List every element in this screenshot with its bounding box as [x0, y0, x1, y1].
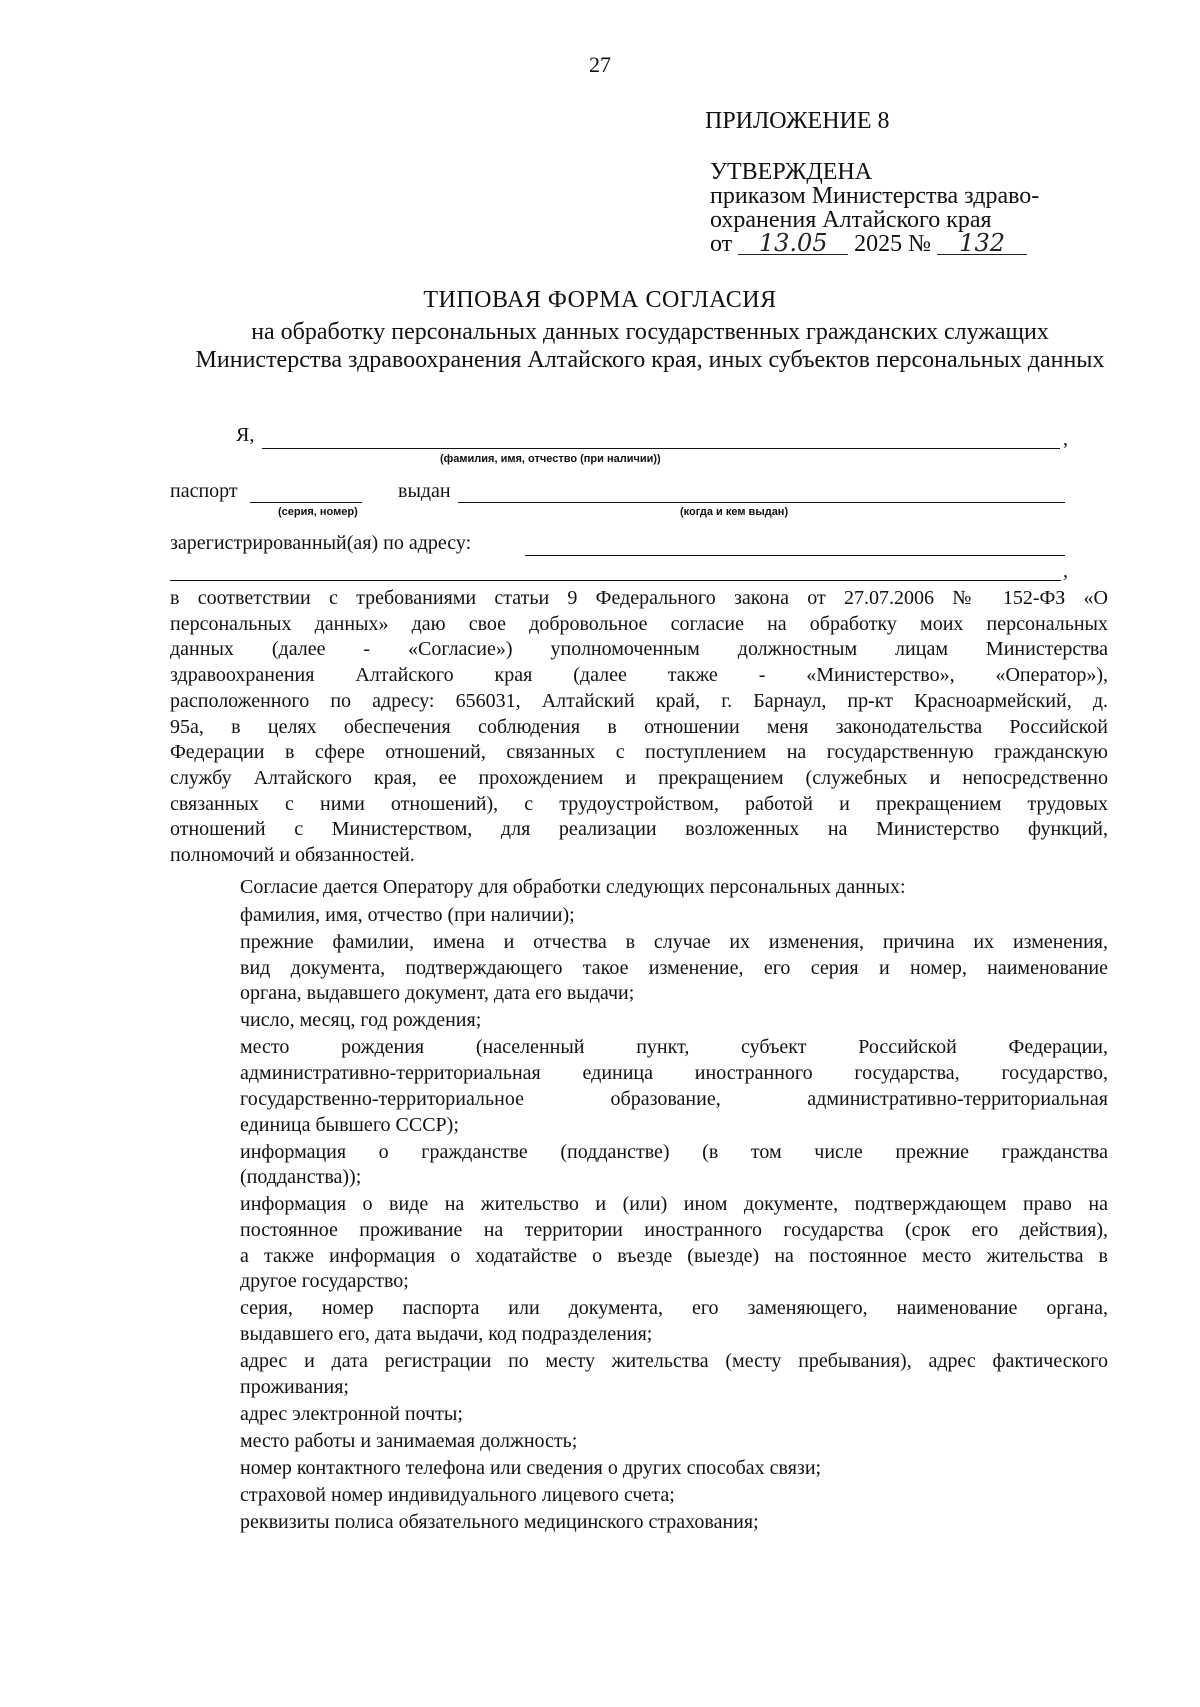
i-label: Я, [236, 424, 255, 446]
consent-line: службу Алтайского края, ее прохождением и прекращением (служебных и непосредственно [170, 766, 1108, 789]
consent-line: отношений с Министерством, для реализации возложенных на Министерство функций, [170, 818, 1108, 841]
data-list-item-line: адрес электронной почты; [240, 1402, 463, 1425]
data-list-item-line: вид документа, подтверждающего такое изменение, его серия и номер, наименование [240, 956, 1108, 979]
consent-line: Федерации в сфере отношений, связанных с поступлением на государственную гражданскую [170, 741, 1108, 764]
approval-line-1: приказом Министерства здраво- [710, 183, 1040, 209]
data-list-item [240, 1008, 1108, 1034]
fio-field[interactable] [262, 448, 1060, 449]
approval-block [710, 160, 1110, 256]
data-list-item-line: административно-территориальная единица иностранного государства, государство, [240, 1062, 1108, 1085]
consent-paragraph [170, 586, 1108, 869]
data-list-item [240, 1296, 1108, 1347]
consent-line: полномочий и обязанностей. [170, 844, 415, 867]
data-list-item-line: место рождения (населенный пункт, субъект Российской Федерации, [240, 1036, 1108, 1059]
issued-by-field[interactable] [458, 502, 1065, 503]
data-list-item [240, 1510, 1108, 1536]
fio-comma: , [1063, 428, 1068, 450]
issued-caption: (когда и кем выдан) [680, 506, 789, 518]
data-list-item [240, 1429, 1108, 1455]
data-list-item-line: серия, номер паспорта или документа, его заменяющего, наименование органа, [240, 1297, 1108, 1320]
consent-line: 95а, в целях обеспечения соблюдения в отношении меня законодательства Российской [170, 715, 1108, 738]
data-list-item-line: фамилия, имя, отчество (при наличии); [240, 904, 575, 926]
data-list-item [240, 1483, 1108, 1509]
data-list-item-line: реквизиты полиса обязательного медицинского страхования; [240, 1510, 759, 1533]
number-sign: № [908, 231, 932, 257]
data-list-item [240, 1140, 1108, 1191]
data-list-item-line: адрес и дата регистрации по месту жительства (месту пребывания), адрес фактического [240, 1350, 1108, 1372]
passport-label: паспорт [170, 480, 238, 502]
handwritten-number: 132 [937, 232, 1027, 255]
approval-line-2: охранения Алтайского края [710, 207, 992, 233]
appendix-title: ПРИЛОЖЕНИЕ 8 [705, 108, 890, 134]
passport-series-field[interactable] [250, 502, 362, 503]
data-list-item [240, 1402, 1108, 1428]
consent-line: здравоохранения Алтайского края (далее также - «Министерство», «Оператор»), [170, 664, 1108, 687]
data-list-item-line: информация о гражданстве (подданстве) (в том числе прежние гражданства [240, 1140, 1108, 1163]
data-list-item [240, 1349, 1108, 1400]
data-list-item-line: другое государство; [240, 1270, 409, 1293]
fio-caption: (фамилия, имя, отчество (при наличии)) [440, 453, 661, 465]
data-list-item-line: постоянное проживание на территории иностранного государства (срок его действия), [240, 1218, 1108, 1241]
data-list-item [240, 930, 1108, 1007]
data-list-item-line: органа, выдавшего документ, дата его выдачи; [240, 982, 635, 1005]
consent-line: персональных данных» даю свое добровольное согласие на обработку моих персональных [170, 612, 1108, 635]
data-list-item [240, 1456, 1108, 1482]
data-list-item-line: (подданства)); [240, 1166, 362, 1189]
data-list-item-line: выдавшего его, дата выдачи, код подразделения; [240, 1323, 653, 1345]
data-list-item-line: страховой номер индивидуального лицевого счета; [240, 1483, 675, 1506]
data-list-item-line: государственно-территориальное образование, административно-территориальная [240, 1087, 1108, 1110]
page-number: 27 [589, 52, 611, 77]
data-list-item-line: прежние фамилии, имена и отчества в случае их изменения, причина их изменения, [240, 931, 1108, 953]
data-list-item-line: число, месяц, год рождения; [240, 1009, 482, 1032]
form-title: ТИПОВАЯ ФОРМА СОГЛАСИЯ [423, 287, 777, 313]
order-year: 2025 [854, 231, 903, 257]
data-list-item-line: единица бывшего СССР); [240, 1113, 459, 1136]
data-list-intro: Согласие дается Оператору для обработки следующих персональных данных: [240, 876, 906, 898]
handwritten-date: 13.05 [738, 232, 848, 255]
date-prefix: от [710, 231, 733, 257]
data-list-item-line: информация о виде на жительство и (или) ином документе, подтверждающем право на [240, 1193, 1108, 1216]
approval-date-line [710, 229, 1110, 257]
address-comma: , [1063, 560, 1068, 582]
consent-line: данных (далее - «Согласие») уполномоченным должностным лицам Министерства [170, 638, 1108, 661]
consent-line: в соответствии с требованиями статьи 9 Федерального закона от 27.07.2006 № 152-ФЗ «О [170, 587, 1108, 609]
data-list-item-line: номер контактного телефона или сведения о других способах связи; [240, 1456, 822, 1479]
data-list-item [240, 1035, 1108, 1138]
form-subtitle: на обработку персональных данных государственных гражданских служащих Министерства здравоохранения Алтайского края, иных субъектов персональных данных [195, 319, 1105, 373]
data-list-item [240, 1192, 1108, 1295]
registered-label: зарегистрированный(ая) по адресу: [170, 532, 472, 554]
address-field-line-2[interactable] [170, 580, 1061, 581]
consent-line: расположенного по адресу: 656031, Алтайский край, г. Барнаул, пр-кт Красноармейский, д. [170, 689, 1108, 712]
data-list-item [240, 903, 1108, 929]
data-list-item-line: место работы и занимаемая должность; [240, 1429, 578, 1452]
address-field-line-1[interactable] [525, 555, 1065, 556]
data-list-item-line: проживания; [240, 1375, 349, 1398]
issued-label: выдан [398, 480, 451, 502]
consent-line: связанных с ними отношений), с трудоустройством, работой и прекращением трудовых [170, 792, 1108, 815]
series-caption: (серия, номер) [278, 506, 358, 518]
approval-title: УТВЕРЖДЕНА [710, 159, 873, 185]
data-list-item-line: а также информация о ходатайстве о въезде (выезде) на постоянное место жительства в [240, 1244, 1108, 1267]
